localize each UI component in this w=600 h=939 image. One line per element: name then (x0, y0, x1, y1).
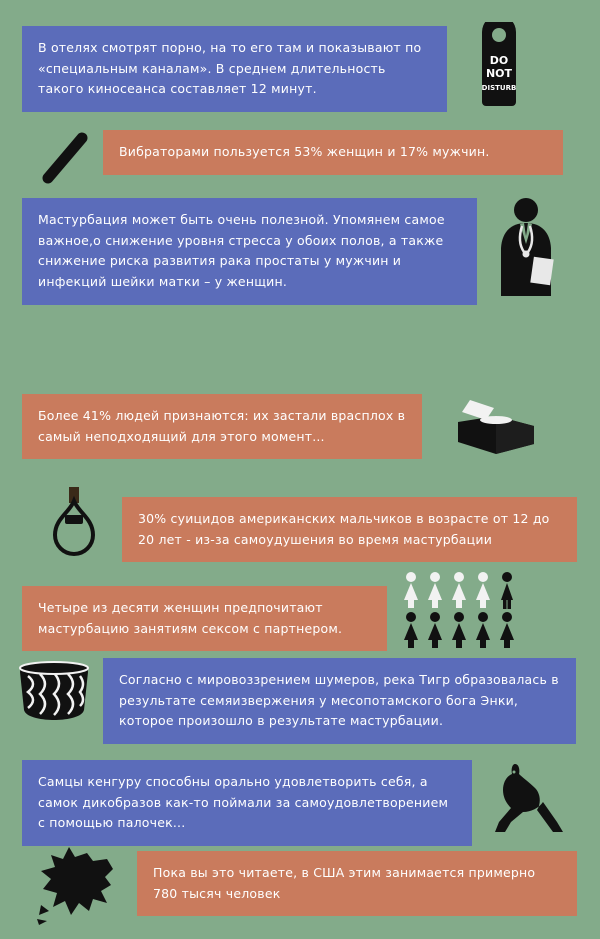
fact-masturbation-benefits: Мастурбация может быть очень полезной. Упомянем самое важное,о снижение уровня стресса у обоих полов, а также снижение риска развития рака простаты у мужчин и инфекций шейки матки – у женщин. (22, 198, 477, 305)
fact-hotel-porn: В отелях смотрят порно, на то его там и показывают по «специальным каналам». В среднем длительность такого киносеанса составляет 12 минут. (22, 26, 447, 112)
fact-caught-off-guard: Более 41% людей признаются: их застали врасплох в самый неподходящий для этого момент... (22, 394, 422, 459)
doctor-silhouette-icon (492, 196, 560, 302)
door-hanger-line1: DO (489, 54, 509, 67)
alaska-map-icon (35, 845, 127, 929)
fact-four-of-ten-women: Четыре из десяти женщин предпочитают мастурбацию занятиям сексом с партнером. (22, 586, 387, 651)
door-hanger-line2: NOT (485, 67, 513, 80)
people-ratio-icon (400, 570, 528, 650)
vibrator-icon (40, 130, 92, 186)
fact-vibrator-usage: Вибраторами пользуется 53% женщин и 17% мужчин. (103, 130, 563, 175)
noose-icon (45, 485, 105, 567)
do-not-disturb-sign-icon (478, 22, 520, 108)
fact-autoerotic-asphyxiation: 30% суицидов американских мальчиков в возрасте от 12 до 20 лет - из-за самоудушения во время мастурбации (122, 497, 577, 562)
kangaroo-silhouette-icon (485, 760, 565, 838)
fact-sumerian-tigris: Согласно с мировоззрением шумеров, река Тигр образовалась в результате семяизвержения у месопотамского бога Энки, которое произошло в результате мастурбации. (103, 658, 576, 744)
door-hanger-line3: DISTURB (481, 84, 517, 92)
fact-kangaroo-porcupine: Самцы кенгуру способны орально удовлетворить себя, а самок дикобразов как-то поймали за самоудовлетворением с помощью палочек... (22, 760, 472, 846)
fact-usa-count: Пока вы это читаете, в США этим занимается примерно 780 тысяч человек (137, 851, 577, 916)
tissue-box-icon (456, 398, 536, 456)
sumerian-vase-icon (14, 660, 94, 722)
